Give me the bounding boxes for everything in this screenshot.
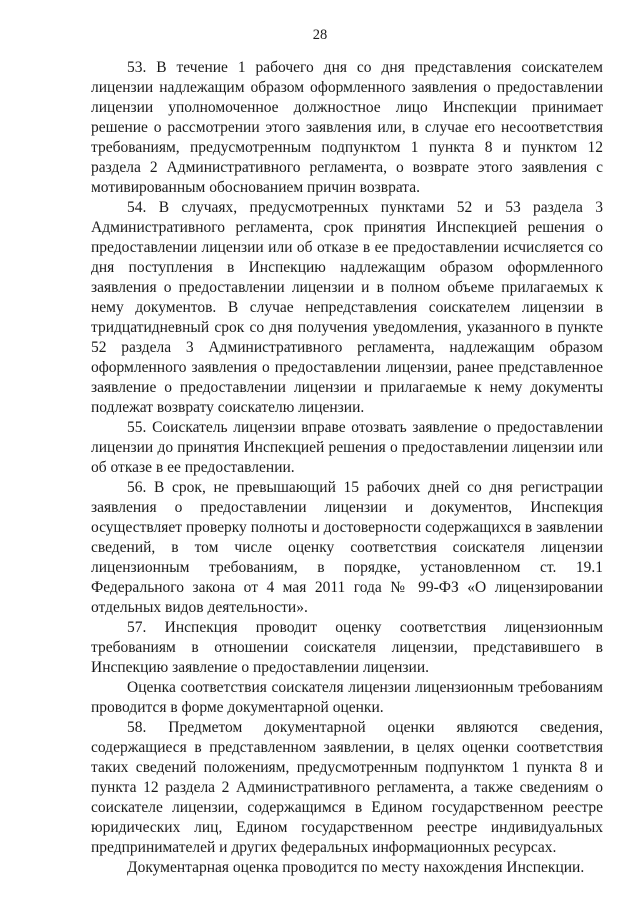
- paragraph-58: 58. Предметом документарной оценки являются сведения, содержащиеся в представленном заявлении, в целях оценки соответствия таких сведений положениям, предусмотренным подпунктом 1 пункта 8 и пункта 12 раздела 2 Административного регламента, а также сведениям о соискателе лицензии, содержащимся в Едином государственном реестре юридических лиц, Едином государственном реестре индивидуальных предпринимателей и других федеральных информационных ресурсах.: [91, 719, 603, 856]
- paragraph-57-assessment: Оценка соответствия соискателя лицензии лицензионным требованиям проводится в форме документарной оценки.: [91, 679, 603, 716]
- paragraph-56: 56. В срок, не превышающий 15 рабочих дней со дня регистрации заявления о предоставлении лицензии и документов, Инспекция осуществляет проверку полноты и достоверности содержащихся в заявлении сведений, в том числе оценку соответствия соискателя лицензии лицензионным требованиям, в порядке, установленном ст. 19.1 Федерального закона от 4 мая 2011 года № 99-ФЗ «О лицензировании отдельных видов деятельности».: [91, 479, 603, 616]
- page-number: 28: [312, 27, 328, 43]
- paragraph-53: 53. В течение 1 рабочего дня со дня представления соискателем лицензии надлежащим образом оформленного заявления о предоставлении лицензии уполномоченное должностное лицо Инспекции принимает решение о рассмотрении этого заявления или, в случае его несоответствия требованиям, предусмотренным подпунктом 1 пункта 8 и пунктом 12 раздела 2 Административного регламента, о возврате этого заявления с мотивированным обоснованием причин возврата.: [91, 59, 603, 196]
- paragraph-55: 55. Соискатель лицензии вправе отозвать заявление о предоставлении лицензии до принятия Инспекцией решения о предоставлении лицензии или об отказе в ее предоставлении.: [91, 419, 603, 476]
- paragraph-58-location: Документарная оценка проводится по месту нахождения Инспекции.: [127, 859, 585, 876]
- paragraph-57: 57. Инспекция проводит оценку соответствия лицензионным требованиям в отношении соискателя лицензии, представившего в Инспекцию заявление о предоставлении лицензии.: [91, 619, 603, 676]
- paragraph-54: 54. В случаях, предусмотренных пунктами 52 и 53 раздела 3 Административного регламента, срок принятия Инспекцией решения о предоставлении лицензии или об отказе в ее предоставлении исчисляется со дня поступления в Инспекцию надлежащим образом оформленного заявления о предоставлении лицензии и в полном объеме прилагаемых к нему документов. В случае непредставления соискателем лицензии в тридцатидневный срок со дня получения уведомления, указанного в пункте 52 раздела 3 Административного регламента, надлежащим образом оформленного заявления о предоставлении лицензии, ранее представленное заявление о предоставлении лицензии и прилагаемые к нему документы подлежат возврату соискателю лицензии.: [91, 199, 603, 416]
- document-body: [91, 58, 603, 878]
